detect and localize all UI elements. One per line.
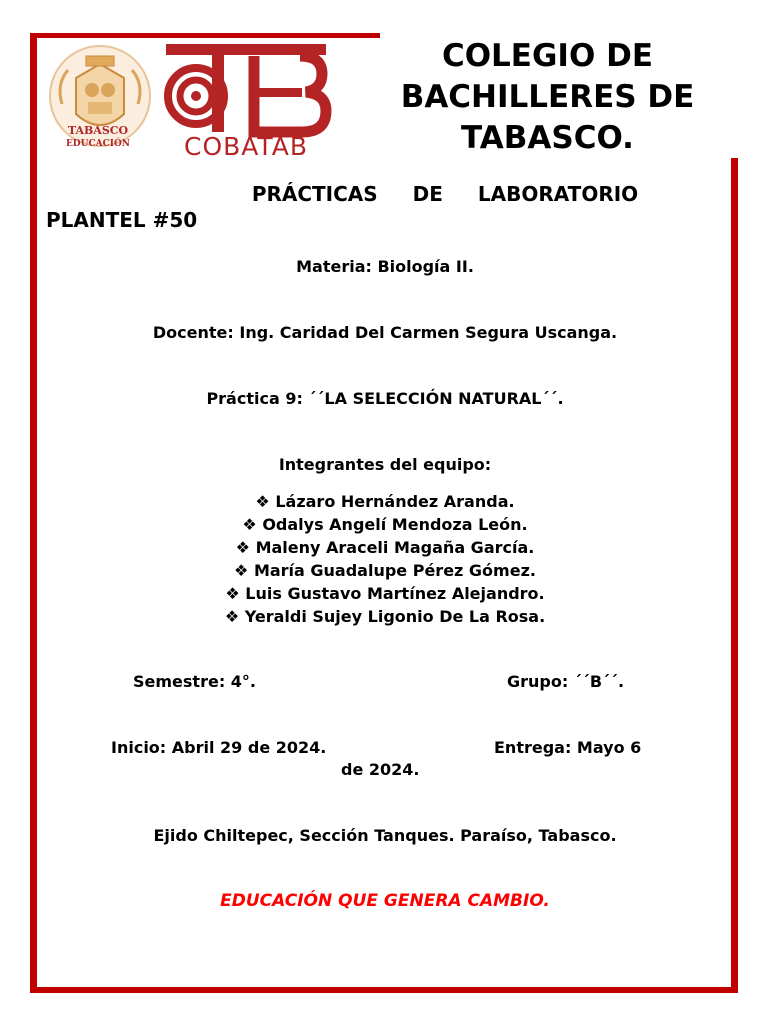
practice-subheading (40, 182, 730, 232)
practice-title: Práctica 9: ´´LA SELECCIÓN NATURAL´´. (206, 389, 564, 408)
bullet-icon: ❖ (242, 515, 257, 534)
bullet-icon: ❖ (255, 492, 270, 511)
list-item (40, 513, 730, 536)
bullet-icon: ❖ (235, 538, 250, 557)
start-date-line: Inicio: Abril 29 de 2024. (111, 738, 327, 757)
frame-right-border (731, 158, 738, 993)
list-item (40, 536, 730, 559)
member-name: Odalys Angelí Mendoza León. (262, 515, 528, 534)
semester-line: Semestre: 4°. (133, 672, 256, 691)
subheading-line-plantel: PLANTEL #50 (46, 208, 198, 232)
bullet-icon: ❖ (224, 607, 240, 626)
member-name: Luis Gustavo Martínez Alejandro. (245, 584, 545, 603)
team-members-heading: Integrantes del equipo: (278, 455, 492, 474)
group-line: Grupo: ´´B´´. (507, 672, 625, 691)
frame-bottom-border (30, 987, 738, 993)
motto: EDUCACIÓN QUE GENERA CAMBIO. (220, 891, 550, 911)
frame-top-border (30, 33, 380, 38)
bullet-icon: ❖ (234, 561, 249, 580)
list-item (40, 490, 730, 513)
school-title-line: BACHILLERES DE (400, 79, 695, 115)
list-item (40, 559, 730, 582)
frame-left-border (30, 33, 37, 993)
subheading-line-practicas: PRÁCTICAS DE LABORATORIO (251, 182, 639, 206)
seal-label-educacion: EDUCACIÓN (65, 139, 131, 149)
member-name: Yeraldi Sujey Ligonio De La Rosa. (244, 607, 546, 626)
list-item (40, 582, 730, 605)
seal-label-tabasco: TABASCO (67, 124, 129, 137)
location-line: Ejido Chiltepec, Sección Tanques. Paraíso, Tabasco. (153, 826, 617, 845)
list-item (40, 605, 730, 628)
member-name: María Guadalupe Pérez Gómez. (253, 561, 536, 580)
bullet-icon: ❖ (225, 584, 240, 603)
school-title-line: COLEGIO DE (441, 38, 654, 74)
due-date-line-continued: de 2024. (341, 760, 420, 779)
cobatab-logo-text: COBATAB (183, 132, 309, 161)
team-members-list (40, 490, 730, 628)
member-name: Lázaro Hernández Aranda. (275, 492, 515, 511)
school-title-line: TABASCO. (461, 120, 634, 156)
member-name: Maleny Araceli Magaña García. (255, 538, 535, 557)
school-title (380, 36, 715, 159)
subject-line: Materia: Biología II. (296, 257, 474, 276)
teacher-line: Docente: Ing. Caridad Del Carmen Segura Uscanga. (152, 323, 618, 342)
due-date-line: Entrega: Mayo 6 (494, 738, 642, 757)
